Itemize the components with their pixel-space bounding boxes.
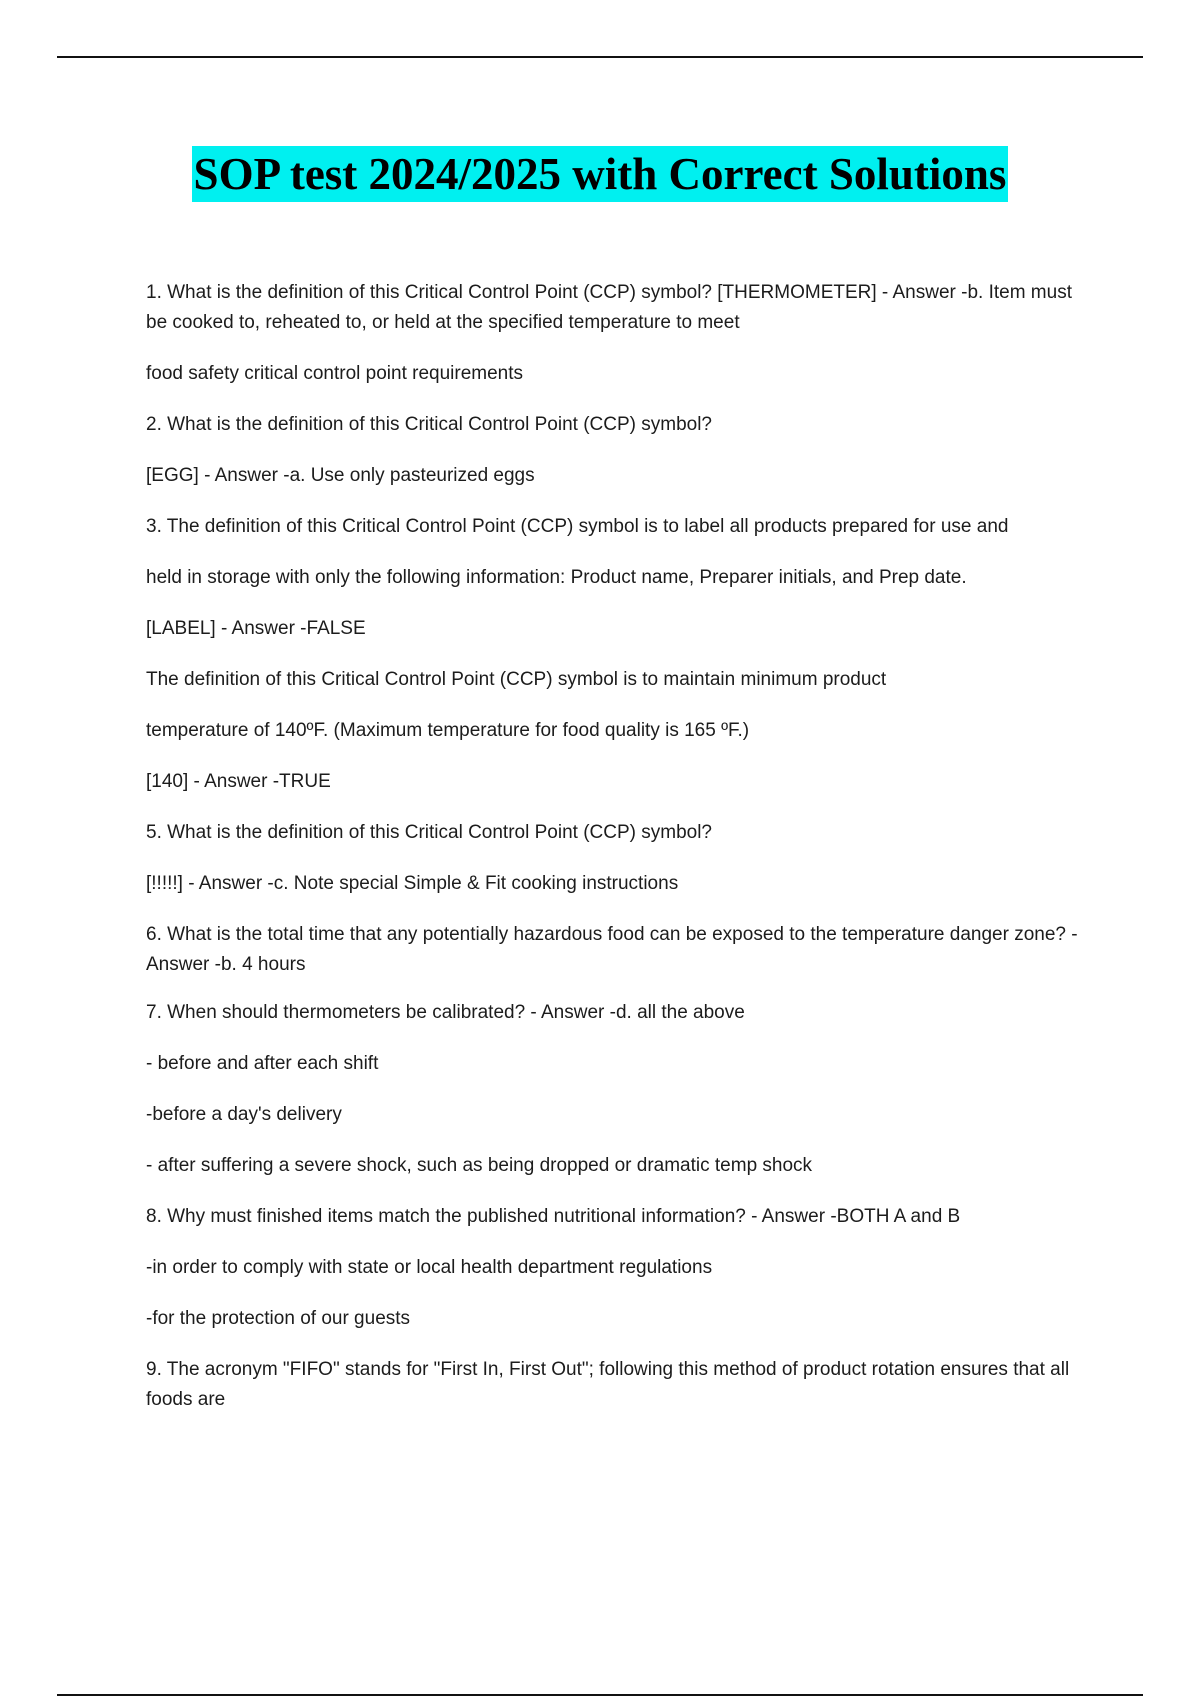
top-rule xyxy=(57,56,1143,58)
question-9: 9. The acronym "FIFO" stands for "First In, First Out"; following this method of product rotation ensures that all foods are xyxy=(146,1359,1070,1410)
answer-8-option-2: -for the protection of our guests xyxy=(146,1308,411,1329)
question-8: 8. Why must finished items match the published nutritional information? - Answer -BOTH A and B xyxy=(146,1206,961,1227)
answer-4: [140] - Answer -TRUE xyxy=(146,771,331,792)
question-5: 5. What is the definition of this Critical Control Point (CCP) symbol? xyxy=(146,822,712,843)
question-6: 6. What is the total time that any potentially hazardous food can be exposed to the temperature danger zone? - Answer -b. 4 hours xyxy=(146,924,1078,975)
document-body xyxy=(146,278,1086,1415)
document-title: SOP test 2024/2025 with Correct Solutions xyxy=(192,146,1009,202)
answer-5: [!!!!!] - Answer -c. Note special Simple & Fit cooking instructions xyxy=(146,873,679,894)
answer-8-option-1: -in order to comply with state or local health department regulations xyxy=(146,1257,713,1278)
question-7: 7. When should thermometers be calibrated? - Answer -d. all the above xyxy=(146,1002,745,1023)
bottom-rule xyxy=(57,1694,1143,1696)
title-wrap xyxy=(0,146,1200,202)
question-3: 3. The definition of this Critical Control Point (CCP) symbol is to label all products prepared for use and xyxy=(146,516,1009,537)
question-3-continued: held in storage with only the following information: Product name, Preparer initials, and Prep date. xyxy=(146,567,967,588)
question-1: 1. What is the definition of this Critical Control Point (CCP) symbol? [THERMOMETER] - Answer -b. Item must be cooked to, reheated to, or held at the specified temperature to meet xyxy=(146,282,1072,333)
answer-3: [LABEL] - Answer -FALSE xyxy=(146,618,366,639)
question-4-continued: temperature of 140ºF. (Maximum temperature for food quality is 165 ºF.) xyxy=(146,720,750,741)
answer-7-option-2: -before a day's delivery xyxy=(146,1104,342,1125)
answer-7-option-3: - after suffering a severe shock, such as being dropped or dramatic temp shock xyxy=(146,1155,813,1176)
question-1-continued: food safety critical control point requirements xyxy=(146,363,524,384)
question-2: 2. What is the definition of this Critical Control Point (CCP) symbol? xyxy=(146,414,712,435)
answer-2: [EGG] - Answer -a. Use only pasteurized eggs xyxy=(146,465,535,486)
question-4: The definition of this Critical Control Point (CCP) symbol is to maintain minimum product xyxy=(146,669,887,690)
answer-7-option-1: - before and after each shift xyxy=(146,1053,379,1074)
